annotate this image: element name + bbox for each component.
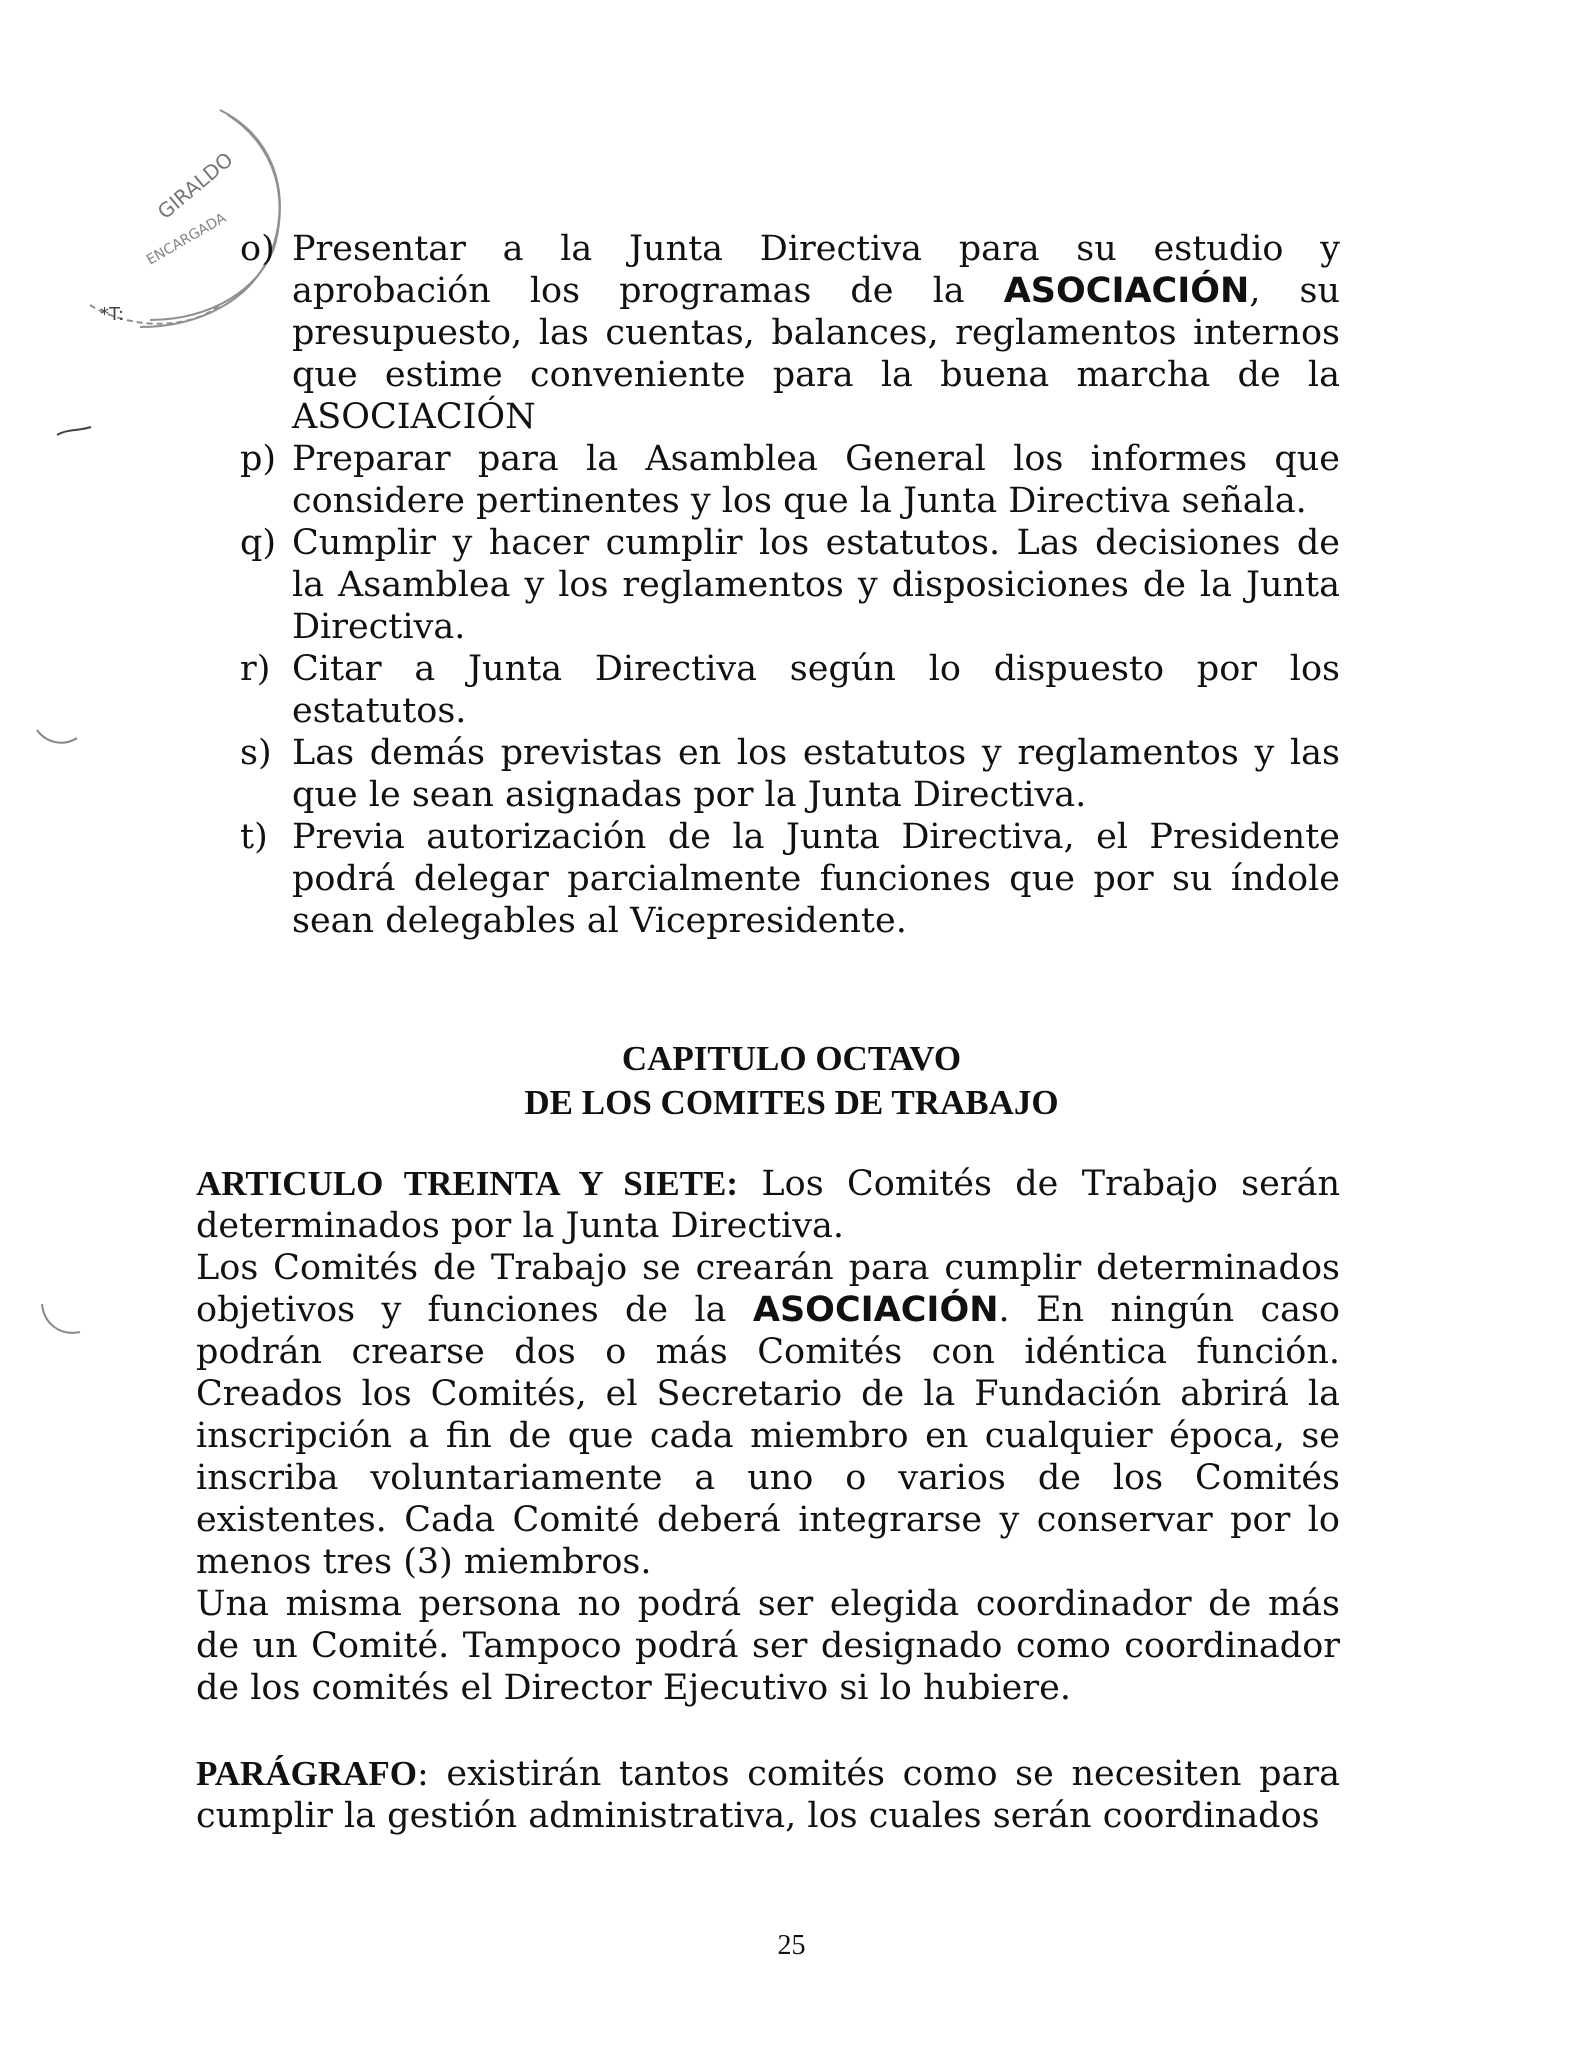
list-item xyxy=(240,438,1340,522)
list-marker: o) xyxy=(240,229,275,269)
paragrafo xyxy=(196,1753,1340,1837)
list-item xyxy=(240,522,1340,648)
list-marker: p) xyxy=(240,439,277,479)
list-item xyxy=(240,732,1340,816)
list-marker: t) xyxy=(240,817,268,857)
list-item xyxy=(240,816,1340,942)
scan-mark-icon xyxy=(38,1300,83,1340)
article-lead: ARTICULO TREINTA Y SIETE: xyxy=(196,1164,739,1203)
list-marker: s) xyxy=(240,733,272,773)
list-item xyxy=(240,228,1340,438)
article-37 xyxy=(196,1163,1340,1709)
list-item xyxy=(240,648,1340,732)
svg-text:*T:: *T: xyxy=(100,304,125,325)
paragrafo-lead: PARÁGRAFO xyxy=(196,1754,417,1793)
list-item-text: Cumplir y hacer cumplir los estatutos. Las decisiones de la Asamblea y los reglamentos y disposiciones de la Junta Directiva. xyxy=(292,523,1340,647)
list-item-text: Previa autorización de la Junta Directiva, el Presidente podrá delegar parcialmente funciones que por su índole sean delegables al Vicepresidente. xyxy=(292,817,1340,941)
page-number: 25 xyxy=(777,1930,806,1961)
function-list xyxy=(240,228,1340,942)
scan-mark-icon xyxy=(35,720,80,750)
article-paragraph: Una misma persona no podrá ser elegida coordinador de más de un Comité. Tampoco podrá ser designado como coordinador de los comités el Director Ejecutivo si lo hubiere. xyxy=(196,1584,1340,1708)
article-paragraph: ARTICULO TREINTA Y SIETE: Los Comités de Trabajo serán determinados por la Junta Directiva. xyxy=(196,1164,1340,1246)
svg-text:GIRALDO: GIRALDO xyxy=(152,147,238,224)
list-item-text: Las demás previstas en los estatutos y reglamentos y las que le sean asignadas por la Junta Directiva. xyxy=(292,733,1340,815)
article-paragraph: Los Comités de Trabajo se crearán para cumplir determinados objetivos y funciones de la ASOCIACIÓN. En ningún caso podrán crearse dos o más Comités con idéntica función. Creados los Comités, el Secretario de la Fundación abrirá la inscripción a fin de que cada miembro en cualquier época, se inscriba voluntariamente a uno o varios de los Comités existentes. Cada Comité deberá integrarse y conservar por lo menos tres (3) miembros. xyxy=(196,1248,1341,1582)
list-item-text: Citar a Junta Directiva según lo dispuesto por los estatutos. xyxy=(292,649,1340,731)
svg-text:ENCARGADA: ENCARGADA xyxy=(144,210,230,269)
list-item-text: Preparar para la Asamblea General los informes que considere pertinentes y los que la Junta Directiva señala. xyxy=(292,439,1340,521)
chapter-subtitle: DE LOS COMITES DE TRABAJO xyxy=(524,1083,1059,1122)
list-item-text: Presentar a la Junta Directiva para su estudio y aprobación los programas de la ASOCIACIÓN, su presupuesto, las cuentas, balances, reglamentos internos que estime conveniente para la buena marcha de la ASOCIACIÓN xyxy=(292,229,1341,437)
paragrafo-text: PARÁGRAFO: existirán tantos comités como se necesiten para cumplir la gestión administrativa, los cuales serán coordinados xyxy=(196,1754,1340,1836)
list-marker: r) xyxy=(240,649,271,689)
list-marker: q) xyxy=(240,523,277,563)
chapter-title: CAPITULO OCTAVO xyxy=(621,1039,962,1078)
scan-mark-icon xyxy=(55,425,95,439)
